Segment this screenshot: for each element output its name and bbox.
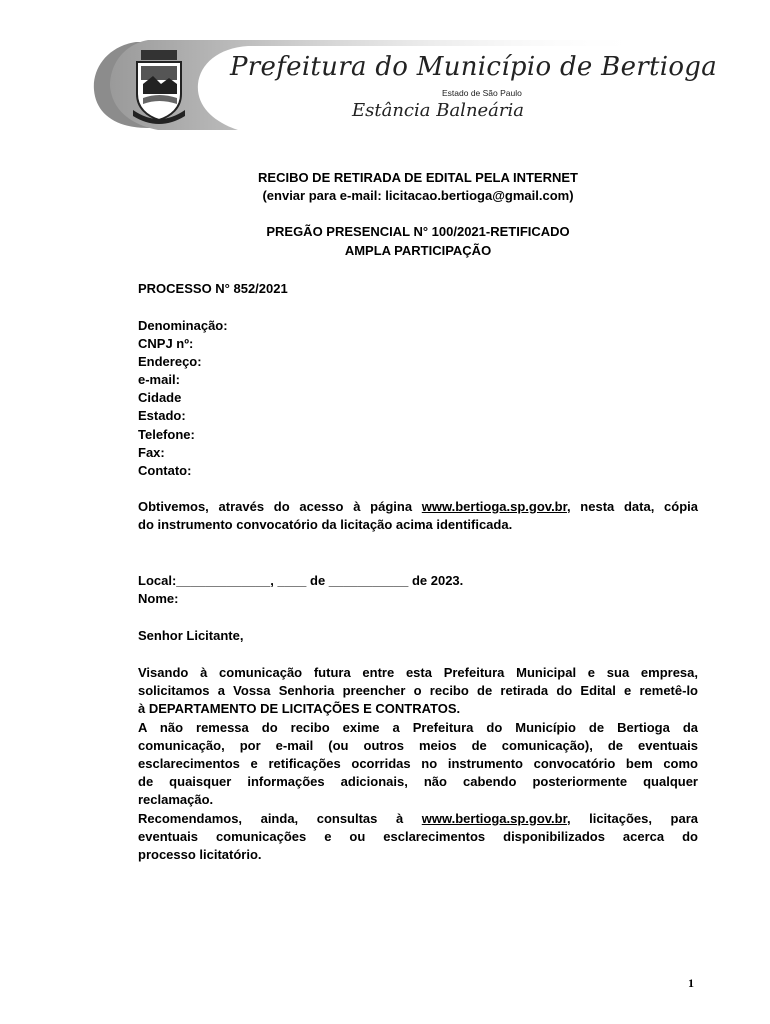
- field-cnpj: CNPJ nº:: [138, 336, 194, 351]
- acknowledgement-text-end: , nesta data, cópia: [566, 499, 699, 514]
- body-line: de quaisquer informações adicionais, não cabendo posteriormente qualquer: [138, 774, 698, 790]
- municipality-title: Prefeitura do Município de Bertioga: [230, 52, 718, 82]
- body-line: comunicação, por e-mail (ou outros meios de comunicação), de eventuais: [138, 737, 698, 753]
- participation-type: AMPLA PARTICIPAÇÃO: [344, 243, 492, 258]
- field-fax: Fax:: [138, 445, 165, 460]
- body-line: processo licitatório.: [138, 847, 262, 863]
- page-number: 1: [688, 976, 694, 990]
- local-date-line: Local:_____________, ____ de ___________ de 2023.: [138, 573, 464, 588]
- acknowledgement-line-1: [138, 498, 698, 516]
- bertioga-website-link[interactable]: www.bertioga.sp.gov.br: [421, 499, 567, 514]
- acknowledgement-line-2: do instrumento convocatório da licitação acima identificada.: [138, 517, 513, 533]
- letterhead: [88, 38, 718, 134]
- body-line: [138, 810, 698, 828]
- field-endereco: Endereço:: [138, 354, 202, 369]
- email-instruction: (enviar para e-mail: licitacao.bertioga@gmail.com): [262, 188, 574, 203]
- field-email: e-mail:: [138, 372, 180, 387]
- processo-number: PROCESSO N° 852/2021: [138, 281, 288, 296]
- state-label: Estado de São Paulo: [442, 88, 522, 98]
- instructions-paragraph: [138, 664, 698, 864]
- body-line: à DEPARTAMENTO DE LICITAÇÕES E CONTRATOS.: [138, 701, 461, 717]
- field-estado: Estado:: [138, 408, 186, 423]
- municipality-subtitle: Estância Balneária: [352, 100, 525, 121]
- body-line: reclamação.: [138, 792, 214, 808]
- body-line: esclarecimentos e retificações ocorridas no instrumento convocatório bem como: [138, 756, 698, 772]
- acknowledgement-text: Obtivemos, através do acesso à página: [138, 499, 422, 514]
- field-contato: Contato:: [138, 463, 192, 478]
- body-line: eventuais comunicações e ou esclarecimentos disponibilizados acerca do: [138, 828, 698, 844]
- pregao-number: PREGÃO PRESENCIAL N° 100/2021-RETIFICADO: [266, 224, 570, 239]
- nome-line: Nome:: [138, 591, 179, 606]
- municipal-coat-of-arms-icon: [131, 50, 187, 126]
- acknowledgement-paragraph: [138, 498, 698, 534]
- body-line: solicitamos a Vossa Senhoria preencher o recibo de retirada do Edital e remetê-lo: [138, 683, 698, 699]
- recommendation-text: Recomendamos, ainda, consultas à: [138, 810, 422, 826]
- bertioga-website-link[interactable]: www.bertioga.sp.gov.br: [421, 810, 567, 826]
- field-denominacao: Denominação:: [138, 318, 228, 333]
- field-telefone: Telefone:: [138, 427, 195, 442]
- document-title: RECIBO DE RETIRADA DE EDITAL PELA INTERNET: [258, 170, 578, 185]
- field-cidade: Cidade: [138, 390, 182, 405]
- salutation: Senhor Licitante,: [138, 628, 244, 643]
- recommendation-text-end: , licitações, para: [566, 810, 698, 826]
- body-line: Visando à comunicação futura entre esta Prefeitura Municipal e sua empresa,: [138, 665, 698, 680]
- body-line: A não remessa do recibo exime a Prefeitura do Município de Bertioga da: [138, 719, 698, 735]
